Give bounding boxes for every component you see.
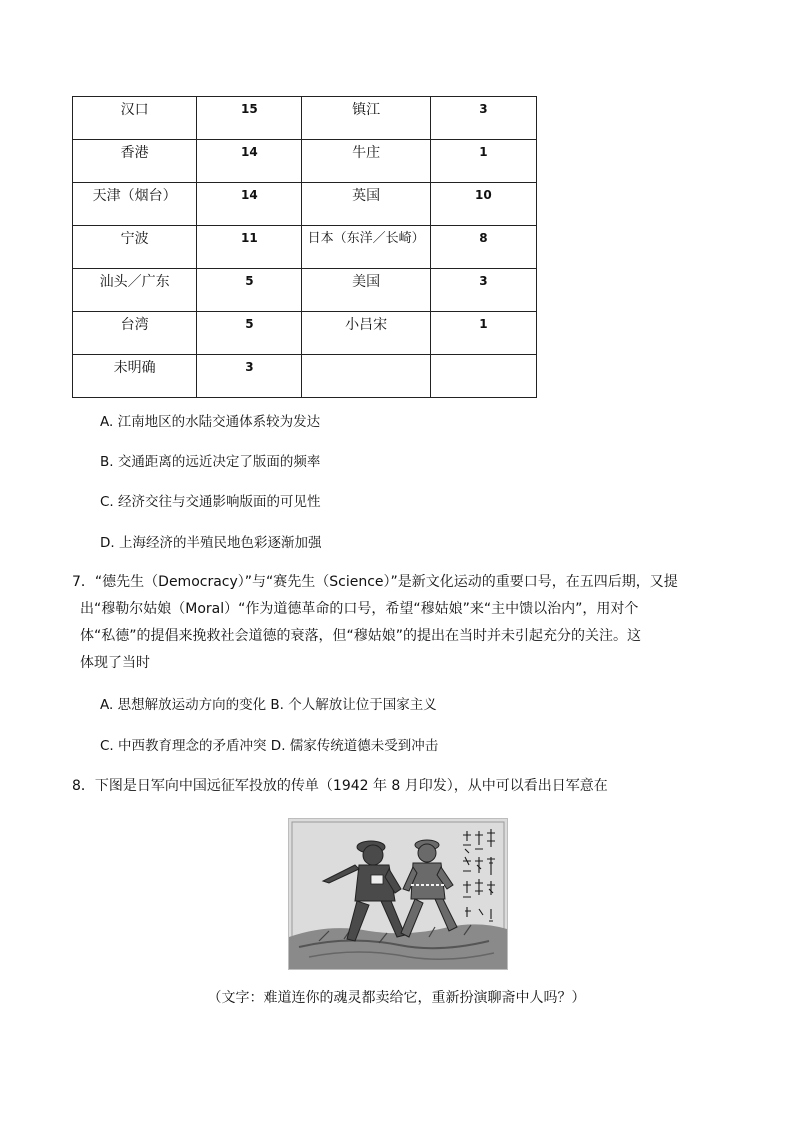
frequency-table xyxy=(72,96,537,398)
table-cell: 1 xyxy=(479,145,488,159)
table-cell: 3 xyxy=(479,274,488,288)
q7-stem-line: 体现了当时 xyxy=(80,655,150,671)
table-cell: 汉口 xyxy=(120,102,149,118)
table-row xyxy=(73,226,537,269)
table-cell: 未明确 xyxy=(113,360,156,376)
table-row xyxy=(73,312,537,355)
table-row xyxy=(73,140,537,183)
q8-stem-line: 8．下图是日军向中国远征军投放的传单（1942 年 8 月印发），从中可以看出日军意在 xyxy=(72,778,608,794)
table-cell: 15 xyxy=(241,102,258,116)
table-cell: 14 xyxy=(241,188,258,202)
table-row xyxy=(73,355,537,398)
table-cell: 小吕宋 xyxy=(345,317,388,333)
table-cell: 日本（东洋／长崎） xyxy=(307,231,425,246)
table-cell: 宁波 xyxy=(120,231,149,247)
table-cell: 11 xyxy=(241,231,258,245)
q6-option-c: C. 经济交往与交通影响版面的可见性 xyxy=(100,494,321,510)
table-cell xyxy=(431,355,536,359)
leaflet-caption: （文字：难道连你的魂灵都卖给它，重新扮演聊斋中人吗？） xyxy=(207,990,586,1006)
table-cell: 英国 xyxy=(352,188,381,204)
table-cell: 台湾 xyxy=(120,317,149,333)
table-cell: 牛庄 xyxy=(352,145,381,161)
table-cell: 美国 xyxy=(352,274,381,290)
q6-option-d: D. 上海经济的半殖民地色彩逐渐加强 xyxy=(100,535,322,551)
table-cell: 香港 xyxy=(120,145,149,161)
table-cell: 镇江 xyxy=(352,102,381,118)
q6-option-b: B. 交通距离的远近决定了版面的频率 xyxy=(100,454,321,470)
q8-stem xyxy=(72,773,702,800)
q7-options-ab: A. 思想解放运动方向的变化 B. 个人解放让位于国家主义 xyxy=(100,697,437,713)
q7-stem-line: 体“私德”的提倡来挽救社会道德的衰落，但“穆姑娘”的提出在当时并未引起充分的关注。这 xyxy=(80,628,642,644)
table-cell: 5 xyxy=(245,317,254,331)
table-row xyxy=(73,269,537,312)
table-cell: 天津（烟台） xyxy=(92,188,177,204)
table-cell: 8 xyxy=(479,231,488,245)
propaganda-leaflet-image xyxy=(288,818,508,970)
table-cell: 3 xyxy=(479,102,488,116)
table-cell: 10 xyxy=(475,188,492,202)
q6-option-a: A. 江南地区的水陆交通体系较为发达 xyxy=(100,414,321,430)
leaflet-illustration xyxy=(289,819,507,969)
table-row xyxy=(73,97,537,140)
q7-stem-line: 出“穆勒尔姑娘（Moral）“作为道德革命的口号，希望“穆姑娘”来“主中馈以治内”，用对个 xyxy=(80,601,639,617)
table-cell xyxy=(302,355,429,359)
q7-stem-line: 7．“德先生（Democracy）”与“赛先生（Science）”是新文化运动的重要口号，在五四后期，又提 xyxy=(72,574,678,590)
table-row xyxy=(73,183,537,226)
table-cell: 14 xyxy=(241,145,258,159)
q7-options-cd: C. 中西教育理念的矛盾冲突 D. 儒家传统道德未受到冲击 xyxy=(100,738,439,754)
table-cell: 3 xyxy=(245,360,254,374)
q7-stem xyxy=(72,569,702,677)
table-cell: 汕头／广东 xyxy=(99,274,170,290)
table-cell: 5 xyxy=(245,274,254,288)
table-cell: 1 xyxy=(479,317,488,331)
